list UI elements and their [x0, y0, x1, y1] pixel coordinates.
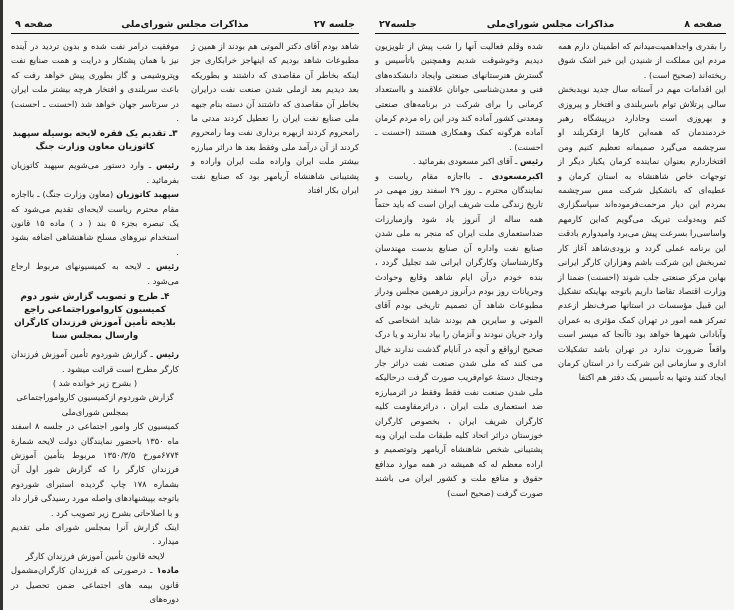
- paragraph-text: ـ وارد دستور می‌شویم سپهبد کاتوزیان بفرمائید .: [11, 160, 179, 185]
- paragraph-text: ـ درصورتی که فرزندان کارگران‌مشمول قانون بیمه های اجتماعی ضمن تحصیل در دوره‌های: [11, 565, 179, 604]
- paragraph: [11, 158, 179, 187]
- page-number: صفحه ۹: [15, 19, 53, 30]
- paragraph-text: ـ گزارش شوردوم تأمین آموزش فرزندان کارگر مطرح است قرائت میشود .: [11, 349, 179, 374]
- page-number: صفحه ۸: [684, 19, 722, 30]
- speaker-name: رئیس: [155, 160, 179, 171]
- paragraph: [11, 563, 179, 606]
- paragraph: [11, 187, 179, 259]
- paragraph-text: موفقیت درامر نفت شده و بدون تردید در آینده نیز با همان پشتکار و درایت و همت صنایع نفت وپتروشیمی و گاز بطوری پیش خواهد رفت که باعث سربلندی و افتخار هرچه بیشتر ملت ایران در سرتاسر جهان خواهد شد (احسنت ـ احسنت) .: [11, 41, 179, 124]
- text-column-left: [11, 39, 179, 606]
- section-heading: ۴ـ طرح و تصویب گزارش شور دوم کمیسیون کارواموراجتماعی راجع بلایحه تأمین آموزش فرزندان کارگران وارسال بمجلس سنا: [14, 292, 176, 342]
- speaker-name: رئیس: [155, 261, 179, 272]
- paragraph: [11, 259, 179, 288]
- paragraph: [558, 39, 726, 82]
- paragraph-text: شده وقلم فعالیت آنها را شب پیش از تلویزیون دیدیم وخوشوقت شدیم وهمچنین باتأسیس و گسترش هنرستانهای صنعتی وایجاد دانشکده‌های فنی و معدن‌شناسی جوانان علاقمند و بااستعداد کرمانی را برای شرکت در برنامه‌های صنعتی ومعدنی کشور آماده کند ودر این راه مردم کرمان آماده هرگونه کمک وهمکاری هستند (احسنت ـ احسنت) .: [375, 41, 543, 152]
- centered-line: گزارش شوردوم ازکمیسیون کارواموراجتماعی: [16, 392, 174, 403]
- paragraph: [375, 39, 543, 154]
- publication-title: مذاکرات مجلس شورای‌ملی: [486, 19, 615, 30]
- paragraph-text: این اقدامات مهم در آستانه سال جدید نویدبخش سالی پرتلاش توام باسربلندی و افتخار و پیروزی و بهروزی است وجادارد درپیشگاه رهبر خردمندمان که همه‌این کارها ازفکربلند او سرچشمه می‌گیرد صمیمانه تعظیم کنیم ومن افتخاردارم بعنوان نماینده کرمان یکبار دیگر از توجهات خاص شاهنشاه به استان کرمان و عطیه‌ای که باتشکیل شرکت مس سرچشمه بمردم این دیار مرحمت‌فرموده‌اند سپاسگزاری کنم وبه‌دولت تبریک می‌گویم که‌این کارمهم واساسی‌را بسرعت پیش می‌برد وامیدوارم بادقت این برنامه عملی گردد و بزودی‌شاهد آغاز کار ثمربخش این شرکت باشم وهزاران کارگر ایرانی بهاین مرکز صنعتی جلب شوند (احسنت) ضمنا از وزارت اقتصاد تقاضا داریم باتوجه بهاینکه تشکیل این قبیل مؤسسات در استانها صرف‌نظر ازعدم تمرکز همه امور در تهران کمک مؤثری به عمران وآبادانی شهرها خواهد بود تاآنجا که میسر است واقعاً ضرورت ندارد در تهران باشد تشکیلات اداری و سازمانی این شرکت را در استان کرمان ایجاد کنند وتنها به تأسیس یک دفتر هم اکتفا: [558, 84, 726, 383]
- text-column-left: [375, 39, 543, 500]
- paragraph-text: ـ بااجازه مقام ریاست و نمایندگان محترم ـ روز ۲۹ اسفند روز مهمی در تاریخ زندگی ملت شریف ایران است که باید حتماً همه ساله از آنروز یاد شود وازمبارزات ضداستعماری ملت ایران که منجر به ملی شدن صنایع نفت واداره آن صنایع بدست مهندسان وکارشناسان وکارگران ایرانی شد تجلیل گردد ، بنده خودم درآن ایام شاهد وقایع وحوادث وجریانات روز بودم درآنروز درهمین مجلس ودراز مطبوعات شاهد آن تصمیم تاریخی بودم آقای الموتی و سایرین هم بودند شاید اشخاصی که وارد جریان نبودند و آنزمان را بیاد ندارند و یا درک صحیح ازواقع و آنچه در آنایام گذشت ندارند خیال می کنند که ملی شدن صنعت نفت دراثر جار وجنجال دستهٔ عوام‌فریب صورت گرفت درحالیکه ملی شدن صنعت نفت فقط وفقط در اثرمبارزه ضد استعماری ملت ایران ، دراثرمقاومت کلیه کارگران شریف ایران ، بخصوص کارگران خوزستان دراثر اتحاد کلیه طبقات ملت ایران وبه پشتیبانی شخص شاهنشاه آریامهر وتوتصمیم و اراده معظم له که همیشه در همه موارد مدافع حقوق و منافع ملت و کشور ایران می باشند صورت گرفت (صحیح است): [375, 170, 543, 498]
- paragraph: [191, 39, 359, 197]
- paragraph-text: ـ لایحه به کمیسیونهای مربوط ارجاع می‌شود .: [11, 261, 179, 286]
- session-number: جلسه۲۷: [379, 19, 417, 30]
- paragraph-text: اینک گزارش آنرا بمجلس شورای ملی تقدیم میدارد .: [11, 521, 179, 547]
- paragraph-text: کمیسیون کار وامور اجتماعی در جلسه ۸ اسفند ماه ۱۳۵۰ باحضور نمایندگان دولت لایحه شمارة ۶۷۷۴مورخ ۱۳۵۰/۳/۵ مربوط بتأمین آموزش فرزندان کارگر را که گزارش شور اول آن بشماره ۱۷۸ چاپ گردیده استبرای شوردوم باتوجه بپیشنهادهای واصله مورد رسیدگی قرار داد و با اصلاحاتی بشرح زیر تصویب کرد .: [11, 421, 179, 518]
- paragraph: [375, 154, 543, 168]
- text-column-right: [191, 39, 359, 606]
- paragraph-text: (معاون وزارت جنگ) ـ بااجازه مقام محترم ریاست لایحه‌ای تقدیم می‌شود که یک تبصره بجزء ۵ بند ( د ) ماده ۱۵ قانون استخدام نیروهای مسلح شاهنشاهی اضافه بشود .: [11, 189, 179, 257]
- session-number: جلسه ۲۷: [313, 19, 355, 30]
- page-header: [11, 18, 359, 34]
- centered-line: ( بشرح زیر خوانده شد ): [52, 377, 138, 388]
- speaker-name: رئیس: [155, 349, 179, 360]
- paragraph: [11, 347, 179, 376]
- publication-title: مذاکرات مجلس شورای‌ملی: [121, 19, 249, 30]
- right-page: [367, 0, 734, 610]
- centered-line: بمجلس شورای‌ملی: [61, 406, 129, 417]
- paragraph-text: را بقدری واجداهمیت‌میدانم که اطمینان دارم همه مردم این مملکت از شنیدن این خبر اشک شوق ریخته‌اند (صحیح است) .: [558, 41, 726, 80]
- paragraph: [11, 520, 179, 549]
- section-heading: ۳ـ تقدیم یک فقره لایحه بوسیله سپهبد کاتوزیان معاون وزارت جنگ: [12, 129, 178, 153]
- paragraph: [11, 39, 179, 125]
- speaker-name: ماده۱: [156, 565, 179, 576]
- page-columns: [375, 39, 726, 500]
- paragraph: [11, 419, 179, 520]
- centered-line: لایحه قانون تأمین آموزش فرزندان کارگر: [25, 550, 165, 561]
- speaker-name: سپهبد کاتوزیان: [116, 189, 179, 200]
- text-column-right: [558, 39, 726, 500]
- page-header: [375, 18, 726, 34]
- paragraph-text: ـ آقای اکبر مسعودی بفرمائید .: [412, 156, 520, 167]
- paragraph: [558, 82, 726, 385]
- paragraph-text: شاهد بودم آقای دکتر الموتی هم بودند از همین ژ مطبوعات شاهد بودیم که اینهاجز خرابکاری جز اینکه بخاطر آن مقاصدی که داشتند و بطوریکه بعد دیدیم بعد ازملی شدن صنعت نفت درایران بخاطر آن مقاصدی که داشتند آن دسته بنام جبهه ملی صنایع نفت ایران را تعطیل کردند مدتی ما رامحروم کردند ازبهره برداری نفت وما رامحروم کردند از آن درآمد ملی وفقط بعد ها دراثر مبارزه بیشتر ملت ایران واراده ملت ایران واراده و پشتیبانی شاهنشاه آریامهر بود که صنایع نفت ایران بکار افتاد: [191, 41, 359, 196]
- paragraph: [375, 169, 543, 500]
- page-columns: [11, 39, 359, 606]
- speaker-name: رئیس: [519, 156, 543, 167]
- speaker-name: اکبرمسعودی: [491, 170, 543, 181]
